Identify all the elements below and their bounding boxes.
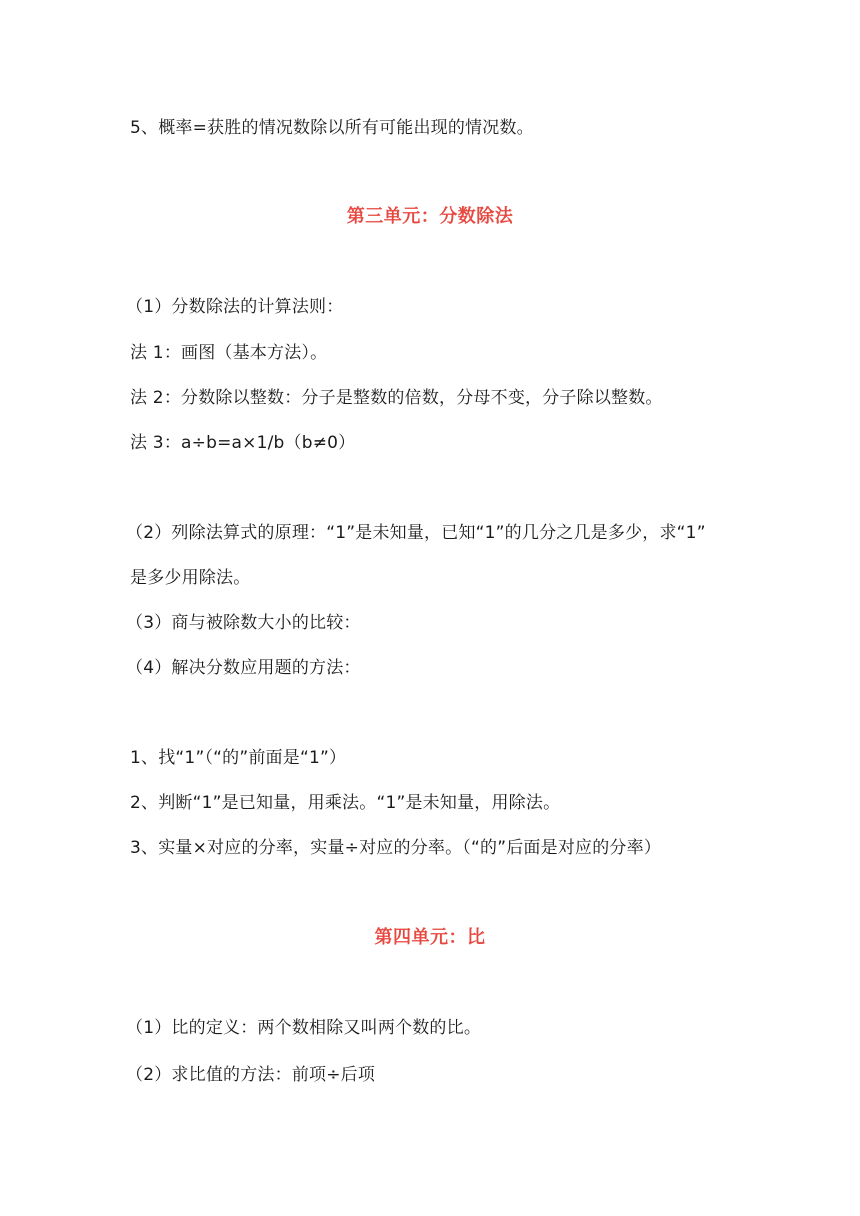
probability-item: 5、概率=获胜的情况数除以所有可能出现的情况数。 xyxy=(130,118,534,138)
unit3-method3: 法 3：a÷b=a×1/b（b≠0） xyxy=(130,433,356,453)
unit3-method1: 法 1：画图（基本方法）。 xyxy=(130,343,328,363)
unit4-heading: 第四单元：比 xyxy=(374,927,486,948)
unit3-method2: 法 2：分数除以整数：分子是整数的倍数，分母不变，分子除以整数。 xyxy=(130,388,663,408)
unit4-point2: （2）求比值的方法：前项÷后项 xyxy=(126,1065,376,1085)
unit3-point2-line2: 是多少用除法。 xyxy=(130,568,251,588)
unit3-point1-title: （1）分数除法的计算法则： xyxy=(126,297,344,317)
unit3-point4: （4）解决分数应用题的方法： xyxy=(126,658,361,678)
unit3-heading: 第三单元：分数除法 xyxy=(346,206,514,227)
unit3-step3: 3、实量×对应的分率，实量÷对应的分率。（“的”后面是对应的分率） xyxy=(130,838,662,858)
unit3-point3: （3）商与被除数大小的比较： xyxy=(126,613,361,633)
unit3-step2: 2、判断“1”是已知量，用乘法。“1”是未知量，用除法。 xyxy=(130,793,561,813)
unit3-point2-line1: （2）列除法算式的原理：“1”是未知量，已知“1”的几分之几是多少，求“1” xyxy=(126,523,706,543)
unit3-step1: 1、找“1”（“的”前面是“1”） xyxy=(130,748,347,768)
unit4-point1: （1）比的定义：两个数相除又叫两个数的比。 xyxy=(126,1018,482,1038)
